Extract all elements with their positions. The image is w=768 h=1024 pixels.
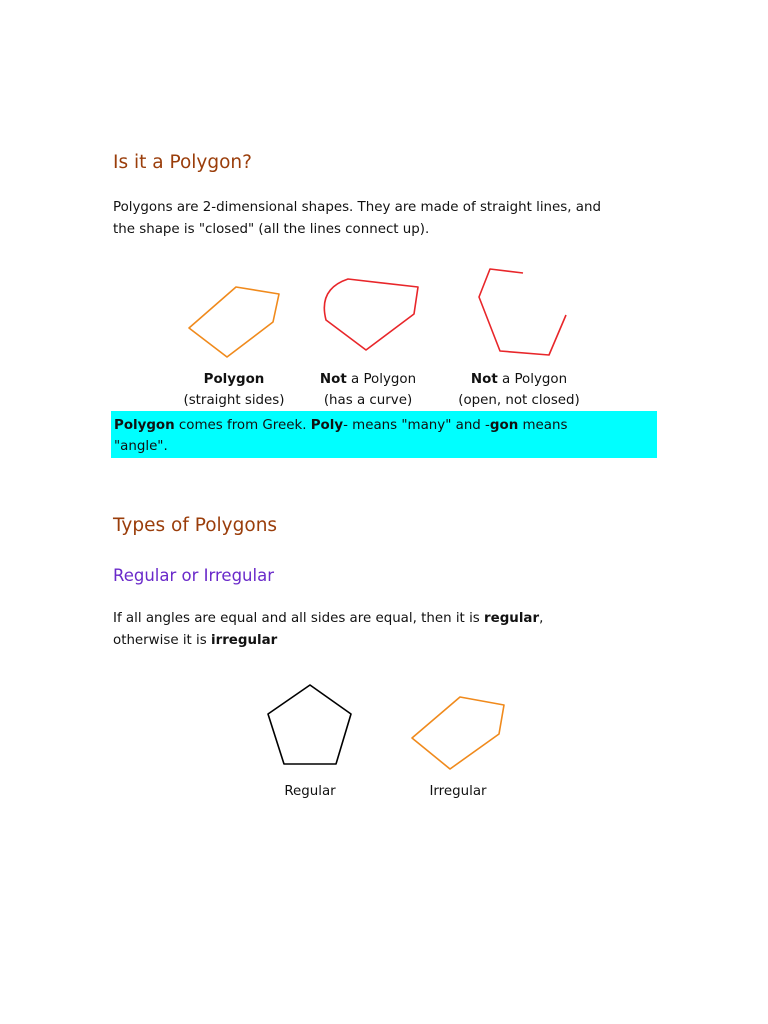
curved-shape-example bbox=[324, 279, 418, 350]
note-bold-gon: gon bbox=[489, 418, 519, 433]
caption-polygon-label: Polygon bbox=[203, 372, 265, 387]
caption-open-label-bold: Not bbox=[470, 372, 498, 387]
intro-line-1: Polygons are 2-dimensional shapes. They are made of straight lines, and bbox=[113, 200, 601, 215]
caption-not-polygon-curve bbox=[308, 369, 428, 411]
note-bold-polygon: Polygon bbox=[114, 418, 175, 433]
caption-curve-label-bold: Not bbox=[319, 372, 347, 387]
term-regular: regular bbox=[484, 611, 540, 626]
regular-definition-paragraph: If all angles are equal and all sides are equal, then it is regular, otherwise it is irregular bbox=[113, 611, 544, 648]
intro-line-2: the shape is "closed" (all the lines connect up). bbox=[113, 222, 430, 237]
regular-pentagon-shape bbox=[268, 685, 351, 764]
section-title-types-of-polygons: Types of Polygons bbox=[113, 515, 278, 536]
irregular-polygon-shape bbox=[412, 697, 504, 769]
note-bold-poly: Poly bbox=[310, 418, 344, 433]
caption-polygon-detail: (straight sides) bbox=[183, 393, 285, 408]
open-shape-example bbox=[479, 269, 566, 355]
caption-curve-detail: (has a curve) bbox=[323, 393, 413, 408]
caption-not-polygon-open bbox=[448, 369, 590, 411]
caption-polygon bbox=[174, 369, 294, 411]
etymology-note-box: Polygon comes from Greek. Poly- means "many" and -gon means "angle". bbox=[111, 411, 657, 458]
term-irregular: irregular bbox=[211, 633, 278, 648]
caption-open-detail: (open, not closed) bbox=[458, 393, 580, 408]
caption-curve-label-rest: a Polygon bbox=[346, 372, 417, 387]
caption-irregular: Irregular bbox=[429, 784, 487, 799]
caption-open-label-rest: a Polygon bbox=[497, 372, 568, 387]
polygon-example-shape bbox=[189, 287, 279, 357]
section-title-is-it-a-polygon: Is it a Polygon? bbox=[113, 152, 252, 173]
subsection-title-regular-irregular: Regular or Irregular bbox=[113, 566, 274, 585]
caption-regular: Regular bbox=[284, 784, 336, 799]
note-angle-text: "angle". bbox=[114, 439, 168, 454]
